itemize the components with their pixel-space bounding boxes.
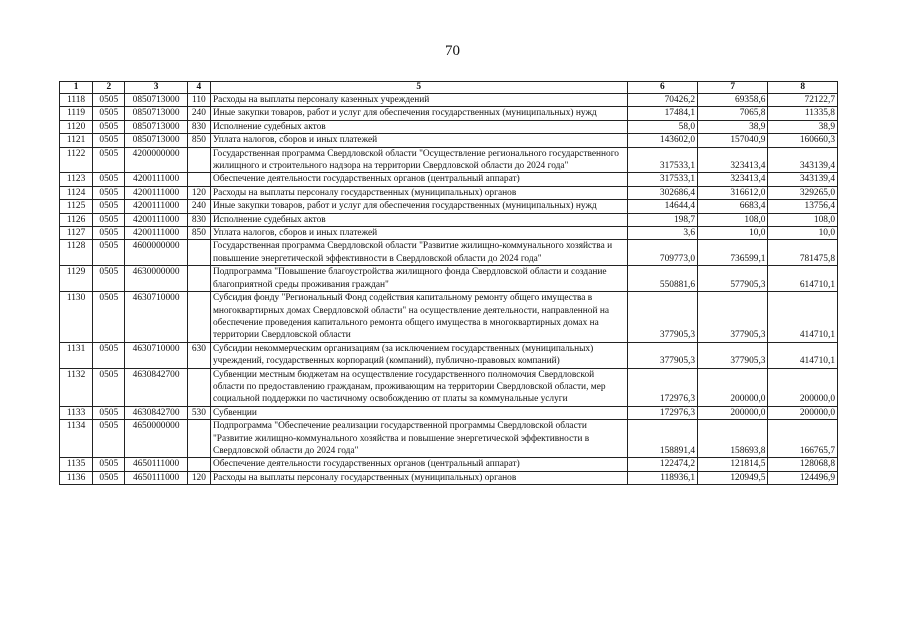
row-number: 1120 — [60, 120, 93, 133]
expense-type-code: 240 — [187, 200, 210, 213]
amount-year-2: 157040,9 — [698, 134, 768, 147]
amount-year-2: 316612,0 — [698, 186, 768, 199]
amount-year-3: 11335,8 — [768, 107, 838, 120]
amount-year-1: 317533,1 — [627, 173, 697, 186]
amount-year-2: 736599,1 — [698, 240, 768, 266]
target-article-code: 4600000000 — [125, 240, 187, 266]
table-row — [60, 420, 838, 458]
amount-year-2: 377905,3 — [698, 292, 768, 343]
target-article-code: 4630710000 — [125, 342, 187, 368]
amount-year-1: 377905,3 — [627, 342, 697, 368]
expense-name: Расходы на выплаты персоналу государственных (муниципальных) органов — [210, 186, 627, 199]
expense-name: Обеспечение деятельности государственных органов (центральный аппарат) — [210, 458, 627, 471]
expense-type-code: 850 — [187, 134, 210, 147]
amount-year-2: 200000,0 — [698, 406, 768, 419]
amount-year-2: 6683,4 — [698, 200, 768, 213]
row-number: 1133 — [60, 406, 93, 419]
expense-type-code — [187, 147, 210, 173]
section-code: 0505 — [93, 240, 125, 266]
expense-name: Субсидии некоммерческим организациям (за исключением государственных (муниципальных) учреждений, государственных корпораций (компаний), публично-правовых компаний) — [210, 342, 627, 368]
expense-type-code: 630 — [187, 342, 210, 368]
amount-year-3: 200000,0 — [768, 406, 838, 419]
column-header: 5 — [210, 82, 627, 94]
column-header: 2 — [93, 82, 125, 94]
column-header: 6 — [627, 82, 697, 94]
expense-name: Субвенции — [210, 406, 627, 419]
row-number: 1127 — [60, 227, 93, 240]
amount-year-1: 14644,4 — [627, 200, 697, 213]
table-row — [60, 458, 838, 471]
amount-year-2: 323413,4 — [698, 147, 768, 173]
table-row — [60, 342, 838, 368]
amount-year-3: 10,0 — [768, 227, 838, 240]
amount-year-1: 143602,0 — [627, 134, 697, 147]
amount-year-1: 317533,1 — [627, 147, 697, 173]
target-article-code: 0850713000 — [125, 107, 187, 120]
amount-year-1: 158891,4 — [627, 420, 697, 458]
target-article-code: 4200111000 — [125, 200, 187, 213]
amount-year-3: 13756,4 — [768, 200, 838, 213]
amount-year-3: 128068,8 — [768, 458, 838, 471]
table-row — [60, 107, 838, 120]
target-article-code: 4630842700 — [125, 368, 187, 406]
amount-year-3: 38,9 — [768, 120, 838, 133]
table-row — [60, 134, 838, 147]
target-article-code: 4630710000 — [125, 292, 187, 343]
section-code: 0505 — [93, 134, 125, 147]
amount-year-2: 377905,3 — [698, 342, 768, 368]
amount-year-3: 124496,9 — [768, 471, 838, 484]
section-code: 0505 — [93, 186, 125, 199]
section-code: 0505 — [93, 458, 125, 471]
amount-year-3: 166765,7 — [768, 420, 838, 458]
amount-year-3: 108,0 — [768, 213, 838, 226]
row-number: 1129 — [60, 266, 93, 292]
target-article-code: 4200111000 — [125, 213, 187, 226]
row-number: 1128 — [60, 240, 93, 266]
column-header: 4 — [187, 82, 210, 94]
amount-year-3: 160660,3 — [768, 134, 838, 147]
expense-type-code: 850 — [187, 227, 210, 240]
amount-year-3: 200000,0 — [768, 368, 838, 406]
amount-year-1: 377905,3 — [627, 292, 697, 343]
expense-type-code — [187, 292, 210, 343]
expense-type-code — [187, 173, 210, 186]
target-article-code: 4200111000 — [125, 186, 187, 199]
expense-type-code: 110 — [187, 94, 210, 107]
section-code: 0505 — [93, 292, 125, 343]
amount-year-3: 329265,0 — [768, 186, 838, 199]
amount-year-1: 302686,4 — [627, 186, 697, 199]
row-number: 1118 — [60, 94, 93, 107]
expense-type-code: 830 — [187, 213, 210, 226]
expense-type-code: 240 — [187, 107, 210, 120]
amount-year-2: 108,0 — [698, 213, 768, 226]
amount-year-1: 122474,2 — [627, 458, 697, 471]
column-header: 3 — [125, 82, 187, 94]
amount-year-2: 120949,5 — [698, 471, 768, 484]
column-header: 7 — [698, 82, 768, 94]
amount-year-3: 72122,7 — [768, 94, 838, 107]
amount-year-2: 323413,4 — [698, 173, 768, 186]
section-code: 0505 — [93, 147, 125, 173]
amount-year-1: 3,6 — [627, 227, 697, 240]
amount-year-2: 38,9 — [698, 120, 768, 133]
expense-type-code — [187, 240, 210, 266]
amount-year-3: 781475,8 — [768, 240, 838, 266]
target-article-code: 4630842700 — [125, 406, 187, 419]
table-row — [60, 200, 838, 213]
amount-year-2: 158693,8 — [698, 420, 768, 458]
target-article-code: 4200111000 — [125, 227, 187, 240]
expense-name: Исполнение судебных актов — [210, 213, 627, 226]
section-code: 0505 — [93, 266, 125, 292]
amount-year-2: 200000,0 — [698, 368, 768, 406]
row-number: 1135 — [60, 458, 93, 471]
amount-year-3: 343139,4 — [768, 147, 838, 173]
expense-type-code — [187, 368, 210, 406]
table-row — [60, 173, 838, 186]
section-code: 0505 — [93, 173, 125, 186]
expense-type-code: 120 — [187, 471, 210, 484]
row-number: 1124 — [60, 186, 93, 199]
amount-year-2: 10,0 — [698, 227, 768, 240]
table-row — [60, 292, 838, 343]
expense-name: Подпрограмма "Обеспечение реализации государственной программы Свердловской области "Развитие жилищно-коммунального хозяйства и повышение энергетической эффективности в Свердловской области до 2024 года" — [210, 420, 627, 458]
row-number: 1126 — [60, 213, 93, 226]
amount-year-1: 70426,2 — [627, 94, 697, 107]
amount-year-2: 577905,3 — [698, 266, 768, 292]
target-article-code: 4200000000 — [125, 147, 187, 173]
amount-year-1: 198,7 — [627, 213, 697, 226]
amount-year-1: 58,0 — [627, 120, 697, 133]
section-code: 0505 — [93, 107, 125, 120]
expense-name: Субвенции местным бюджетам на осуществление государственного полномочия Свердловской области по предоставлению гражданам, проживающим на территории Свердловской области, мер социальной поддержки по частичному освобождению от платы за коммунальные услуги — [210, 368, 627, 406]
expense-name: Обеспечение деятельности государственных органов (центральный аппарат) — [210, 173, 627, 186]
table-row — [60, 227, 838, 240]
amount-year-2: 7065,8 — [698, 107, 768, 120]
amount-year-1: 118936,1 — [627, 471, 697, 484]
expense-type-code — [187, 458, 210, 471]
amount-year-3: 343139,4 — [768, 173, 838, 186]
row-number: 1122 — [60, 147, 93, 173]
amount-year-3: 614710,1 — [768, 266, 838, 292]
row-number: 1123 — [60, 173, 93, 186]
expense-name: Иные закупки товаров, работ и услуг для обеспечения государственных (муниципальных) нужд — [210, 200, 627, 213]
row-number: 1119 — [60, 107, 93, 120]
table-row — [60, 186, 838, 199]
section-code: 0505 — [93, 420, 125, 458]
amount-year-1: 550881,6 — [627, 266, 697, 292]
section-code: 0505 — [93, 120, 125, 133]
row-number: 1131 — [60, 342, 93, 368]
expense-name: Государственная программа Свердловской области "Развитие жилищно-коммунального хозяйства и повышение энергетической эффективности в Свердловской области до 2024 года" — [210, 240, 627, 266]
column-header: 1 — [60, 82, 93, 94]
target-article-code: 0850713000 — [125, 120, 187, 133]
amount-year-1: 172976,3 — [627, 406, 697, 419]
table-row — [60, 471, 838, 484]
row-number: 1136 — [60, 471, 93, 484]
table-row — [60, 266, 838, 292]
budget-table — [59, 81, 838, 485]
target-article-code: 0850713000 — [125, 134, 187, 147]
expense-name: Государственная программа Свердловской области "Осуществление регионального государственного жилищного и строительного надзора на территории Свердловской области до 2024 года" — [210, 147, 627, 173]
target-article-code: 4200111000 — [125, 173, 187, 186]
target-article-code: 0850713000 — [125, 94, 187, 107]
target-article-code: 4650000000 — [125, 420, 187, 458]
table-row — [60, 94, 838, 107]
target-article-code: 4630000000 — [125, 266, 187, 292]
expense-name: Иные закупки товаров, работ и услуг для обеспечения государственных (муниципальных) нужд — [210, 107, 627, 120]
table-row — [60, 120, 838, 133]
expense-type-code — [187, 266, 210, 292]
section-code: 0505 — [93, 227, 125, 240]
row-number: 1130 — [60, 292, 93, 343]
amount-year-2: 121814,5 — [698, 458, 768, 471]
table-row — [60, 406, 838, 419]
section-code: 0505 — [93, 200, 125, 213]
table-header-row — [60, 82, 838, 94]
page-number: 70 — [445, 43, 460, 59]
table-row — [60, 213, 838, 226]
expense-name: Расходы на выплаты персоналу казенных учреждений — [210, 94, 627, 107]
section-code: 0505 — [93, 368, 125, 406]
row-number: 1132 — [60, 368, 93, 406]
amount-year-2: 69358,6 — [698, 94, 768, 107]
expense-type-code: 830 — [187, 120, 210, 133]
section-code: 0505 — [93, 406, 125, 419]
row-number: 1125 — [60, 200, 93, 213]
expense-name: Субсидия фонду "Региональный Фонд содействия капитальному ремонту общего имущества в многоквартирных домах Свердловской области" на осуществление деятельности, направленной на обеспечение проведения капитального ремонта общего имущества в многоквартирных домах на территории Свердловской области — [210, 292, 627, 343]
section-code: 0505 — [93, 471, 125, 484]
table-row — [60, 368, 838, 406]
amount-year-1: 17484,1 — [627, 107, 697, 120]
expense-type-code: 120 — [187, 186, 210, 199]
expense-type-code — [187, 420, 210, 458]
amount-year-1: 709773,0 — [627, 240, 697, 266]
amount-year-3: 414710,1 — [768, 292, 838, 343]
expense-name: Уплата налогов, сборов и иных платежей — [210, 134, 627, 147]
table-row — [60, 147, 838, 173]
amount-year-1: 172976,3 — [627, 368, 697, 406]
expense-name: Подпрограмма "Повышение благоустройства жилищного фонда Свердловской области и создание благоприятной среды проживания граждан" — [210, 266, 627, 292]
target-article-code: 4650111000 — [125, 471, 187, 484]
expense-name: Исполнение судебных актов — [210, 120, 627, 133]
column-header: 8 — [768, 82, 838, 94]
row-number: 1134 — [60, 420, 93, 458]
target-article-code: 4650111000 — [125, 458, 187, 471]
section-code: 0505 — [93, 342, 125, 368]
expense-type-code: 530 — [187, 406, 210, 419]
table-row — [60, 240, 838, 266]
expense-name: Уплата налогов, сборов и иных платежей — [210, 227, 627, 240]
row-number: 1121 — [60, 134, 93, 147]
amount-year-3: 414710,1 — [768, 342, 838, 368]
section-code: 0505 — [93, 213, 125, 226]
section-code: 0505 — [93, 94, 125, 107]
expense-name: Расходы на выплаты персоналу государственных (муниципальных) органов — [210, 471, 627, 484]
